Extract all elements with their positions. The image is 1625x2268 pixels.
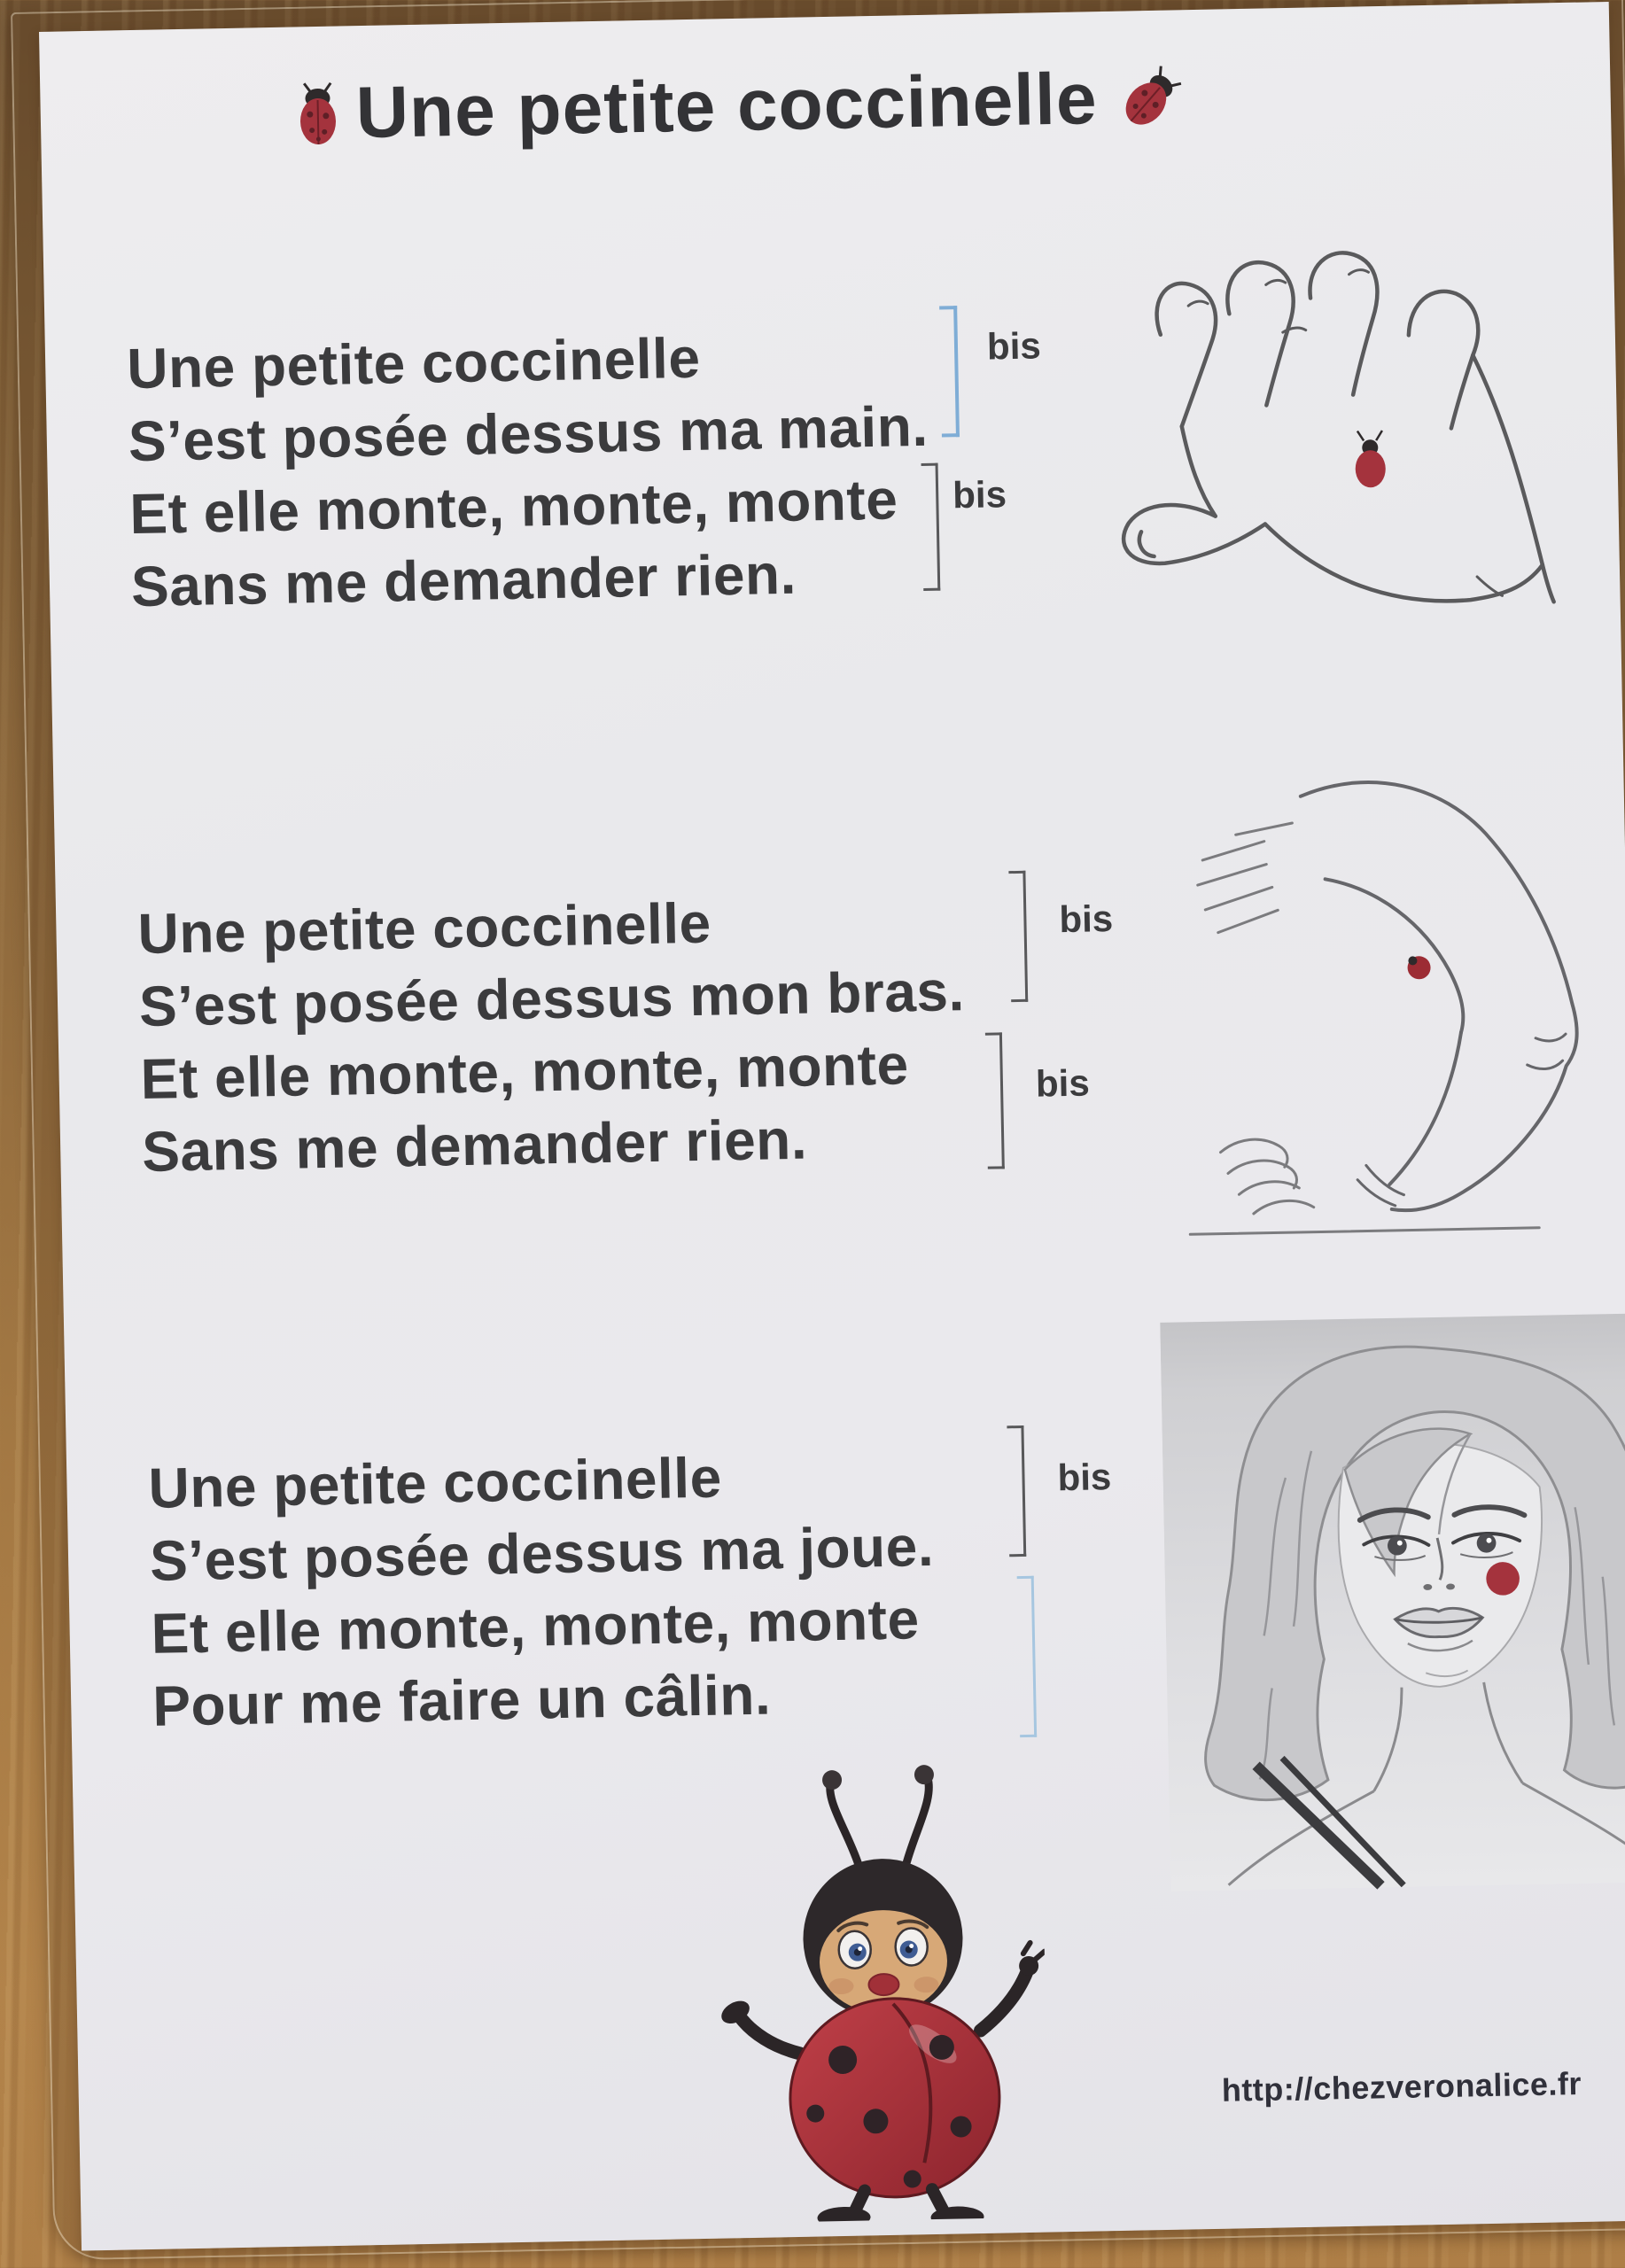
page-title: Une petite coccinelle: [354, 58, 1099, 154]
bis-label: bis: [1057, 1456, 1112, 1499]
verse-line: Sans me demander rien.: [130, 541, 797, 619]
repeat-bracket: [921, 463, 941, 591]
verse-line: S’est posée dessus ma main.: [128, 393, 929, 474]
ladybug-on-arm: [1407, 956, 1430, 979]
verse-line: Sans me demander rien.: [141, 1107, 808, 1184]
verse-line: Une petite coccinelle: [126, 325, 702, 401]
ladybug-icon: [1100, 49, 1201, 149]
verse-line: Et elle monte, monte, monte: [140, 1032, 910, 1112]
verse-line: Pour me faire un câlin.: [152, 1662, 772, 1738]
face-sketch-illustration: [1160, 1310, 1625, 1894]
repeat-bracket: [985, 1032, 1005, 1169]
bis-label: bis: [952, 473, 1007, 517]
verse-line: Et elle monte, monte, monte: [151, 1587, 921, 1666]
verse-line: Et elle monte, monte, monte: [128, 467, 898, 547]
bis-label: bis: [1058, 897, 1114, 941]
verse-line: S’est posée dessus mon bras.: [138, 959, 966, 1039]
ladybug-icon: [297, 79, 339, 151]
repeat-bracket: [1008, 871, 1028, 1002]
verse-line: Une petite coccinelle: [147, 1445, 723, 1520]
ladybug-on-hand: [1355, 431, 1386, 488]
cartoon-ladybug-illustration: [704, 1730, 1049, 2224]
hand-sketch-illustration: [1054, 193, 1620, 620]
verse-line: Une petite coccinelle: [136, 890, 712, 967]
verse-1: [127, 314, 1107, 623]
repeat-bracket: [939, 306, 960, 437]
song-sheet: [39, 2, 1625, 2251]
repeat-bracket: [1017, 1576, 1037, 1737]
verse-line: S’est posée dessus ma joue.: [149, 1513, 935, 1593]
repeat-bracket: [1007, 1425, 1026, 1557]
verse-3: [148, 1433, 1128, 1743]
bis-label: bis: [986, 324, 1042, 368]
title-row: [297, 56, 1186, 156]
verse-2: [137, 879, 1117, 1188]
footer-url: http://chezveronalice.fr: [1221, 2065, 1582, 2109]
arm-sketch-illustration: [1149, 743, 1625, 1240]
bis-label: bis: [1035, 1061, 1091, 1105]
